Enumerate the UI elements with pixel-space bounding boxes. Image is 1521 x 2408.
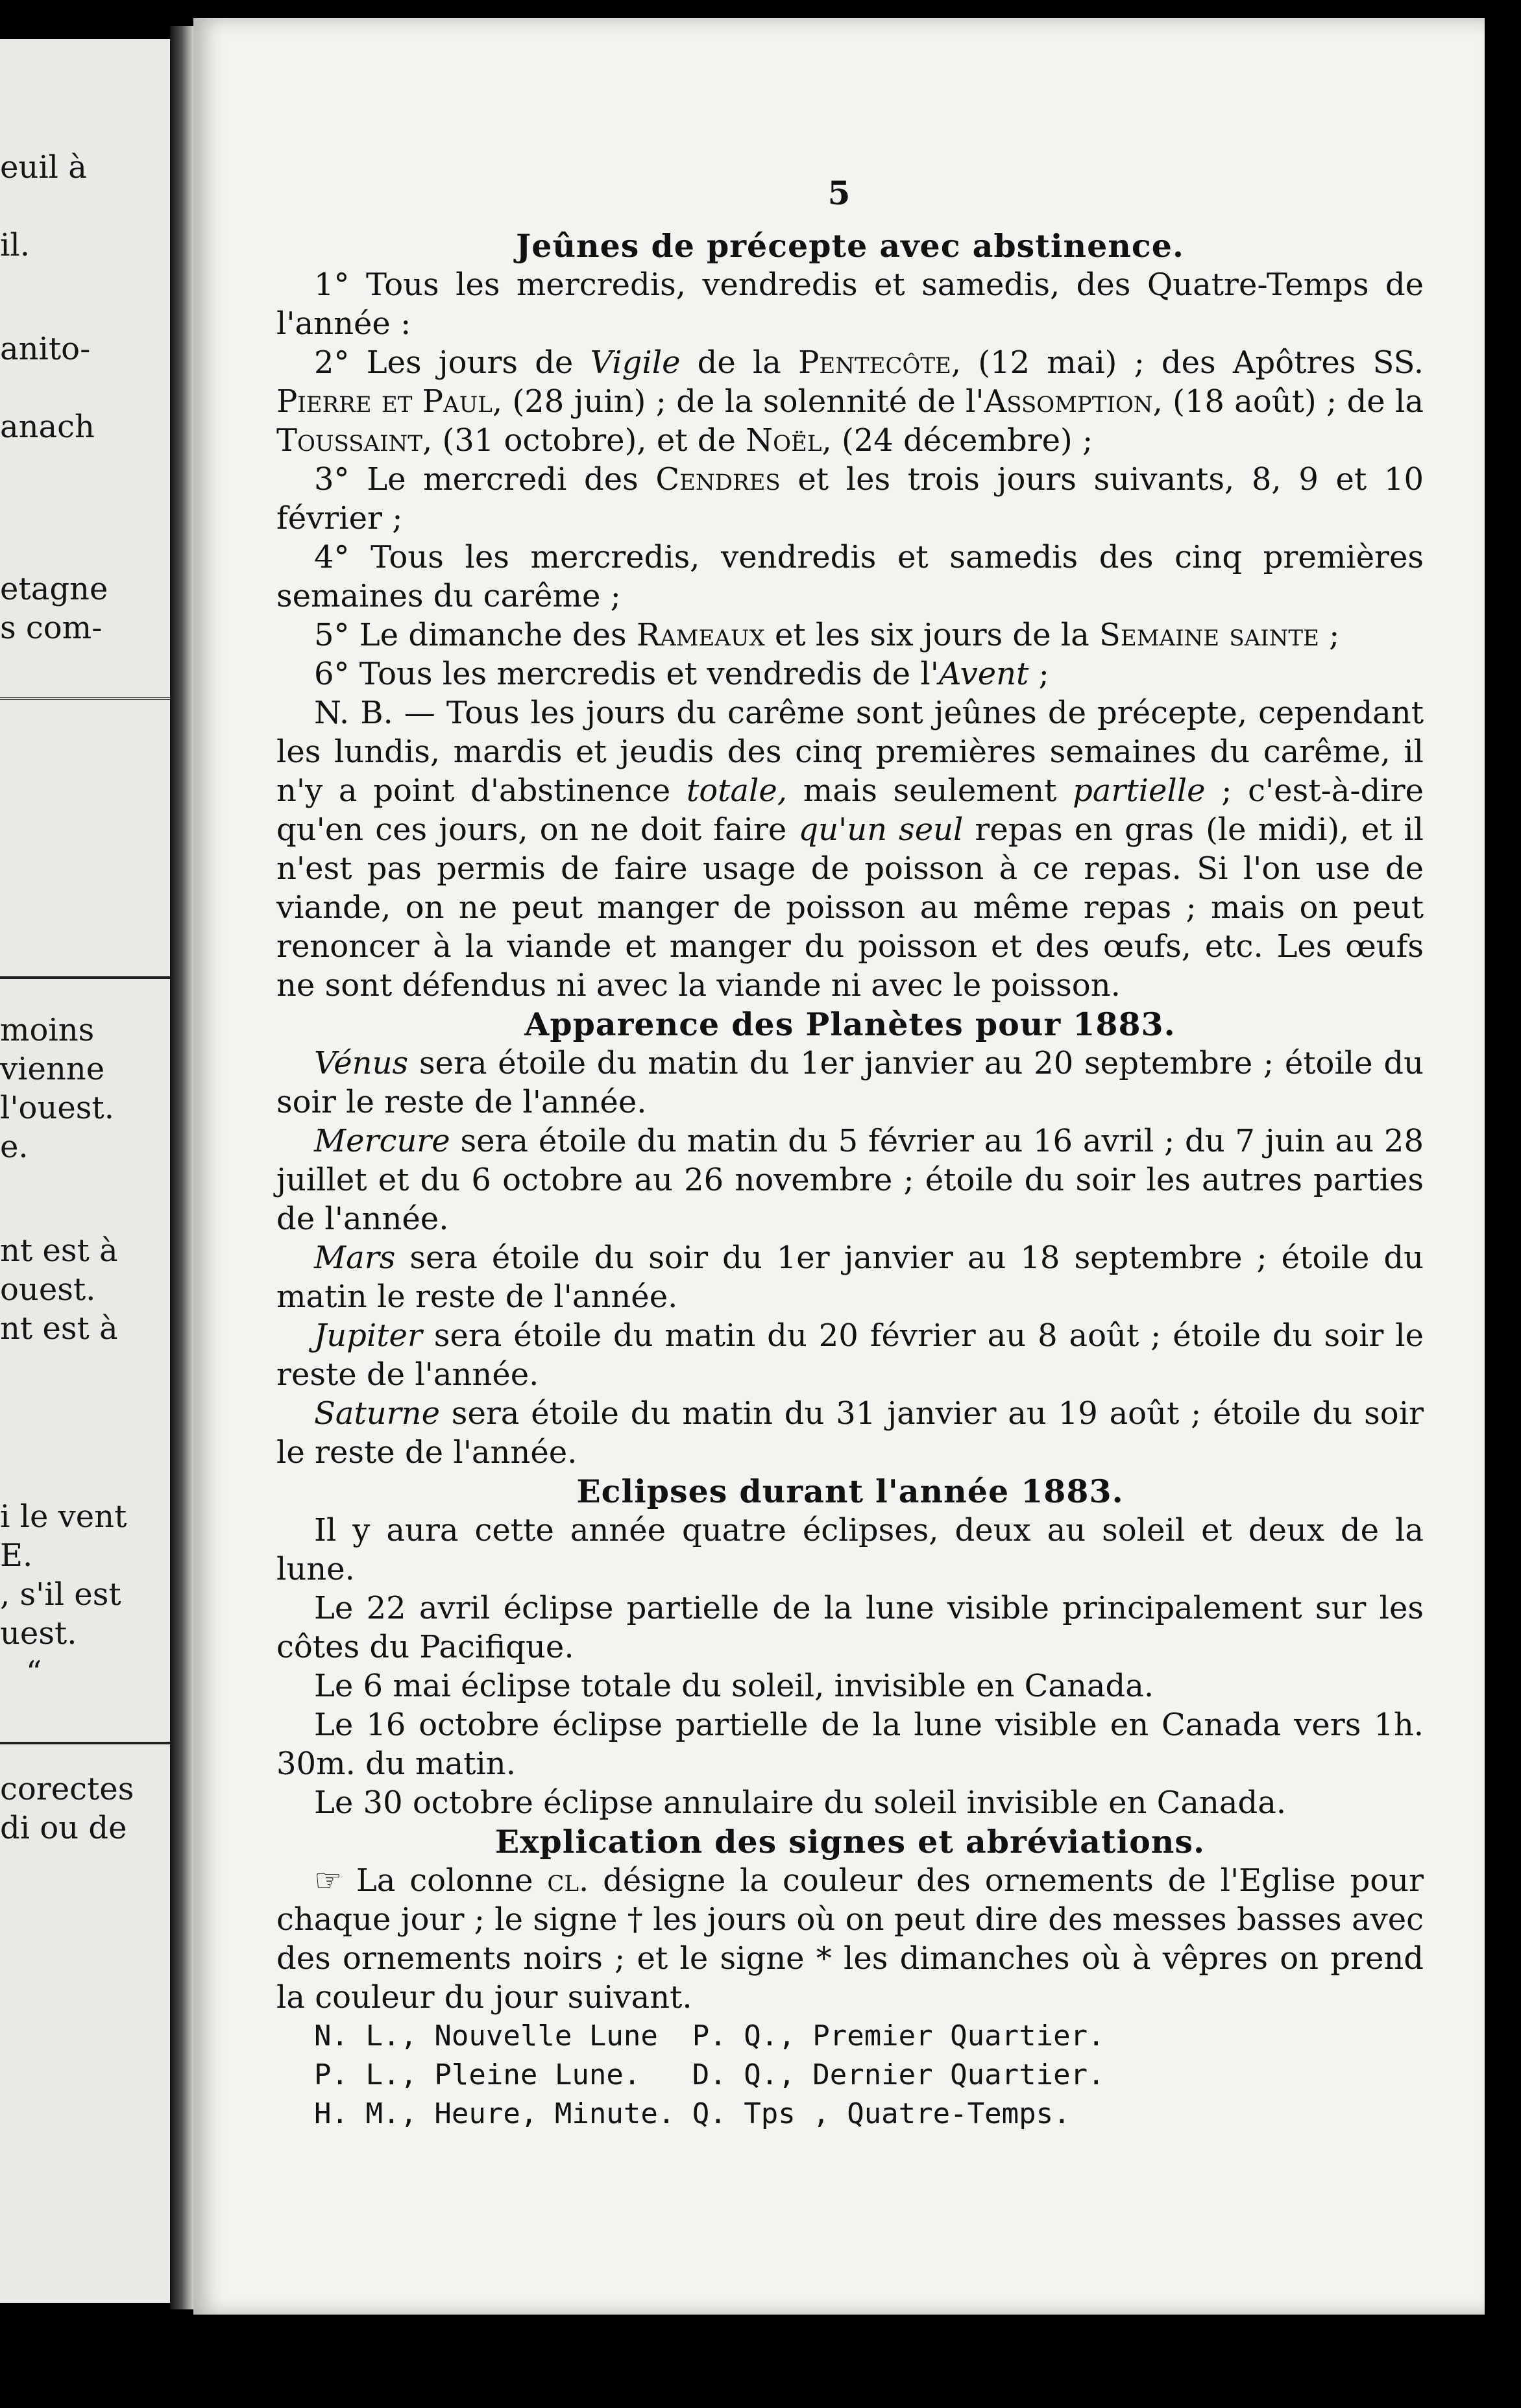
section-eclipses <box>276 1472 1424 1822</box>
section-title-signs: Explication des signes et abréviations. <box>494 1823 1206 1860</box>
page-content <box>276 158 1424 2134</box>
left-text-fragment: moins <box>0 1012 95 1048</box>
planet-venus: Vénus sera étoile du matin du 1er janvier au 20 septembre ; étoile du soir le reste de l'année. <box>276 1045 1424 1120</box>
left-divider <box>0 697 170 706</box>
left-text-fragment: etagne <box>0 571 108 607</box>
section-fasts <box>276 226 1424 1005</box>
abbreviation-row: H. M., Heure, Minute. Q. Tps , Quatre-Temps. <box>314 2097 1071 2130</box>
section-title-fasts: Jeûnes de précepte avec abstinence. <box>516 227 1184 265</box>
left-text-fragment: corectes <box>0 1771 134 1807</box>
section-planets <box>276 1005 1424 1472</box>
left-text-fragment: uest. <box>0 1615 77 1652</box>
left-text-fragment: nt est à <box>0 1233 118 1269</box>
fasts-item-3: 3° Le mercredi des Cendres et les trois jours suivants, 8, 9 et 10 février ; <box>276 461 1424 536</box>
left-text-fragment: E. <box>0 1537 33 1574</box>
eclipse-item: Le 30 octobre éclipse annulaire du soleil invisible en Canada. <box>314 1785 1287 1821</box>
left-text-fragment: il. <box>0 227 30 263</box>
fasts-item-5: 5° Le dimanche des Rameaux et les six jours de la Semaine sainte ; <box>314 617 1340 653</box>
page-number: 5 <box>827 174 851 212</box>
planet-jupiter: Jupiter sera étoile du matin du 20 février au 8 août ; étoile du soir le reste de l'année. <box>276 1318 1424 1393</box>
left-text-fragment: vienne <box>0 1051 105 1087</box>
left-text-fragment: e. <box>0 1129 29 1165</box>
left-text-fragment: i le vent <box>0 1499 127 1535</box>
fasts-item-4: 4° Tous les mercredis, vendredis et samedis des cinq premières semaines du carême ; <box>276 539 1424 614</box>
section-signs <box>276 1822 1424 2134</box>
abbreviation-row: N. L., Nouvelle Lune P. Q., Premier Quartier. <box>314 2019 1105 2053</box>
left-text-fragment: di ou de <box>0 1810 127 1846</box>
section-title-eclipses: Eclipses durant l'année 1883. <box>576 1473 1124 1510</box>
abbreviation-row: P. L., Pleine Lune. D. Q., Dernier Quartier. <box>314 2058 1105 2091</box>
eclipse-item: Le 6 mai éclipse totale du soleil, invisible en Canada. <box>314 1668 1154 1704</box>
left-text-fragment: anach <box>0 409 95 445</box>
left-text-fragment: anito- <box>0 331 91 367</box>
left-text-fragment: l'ouest. <box>0 1090 114 1126</box>
planet-saturne: Saturne sera étoile du matin du 31 janvier au 19 août ; étoile du soir le reste de l'année. <box>276 1395 1424 1471</box>
eclipse-item: Le 22 avril éclipse partielle de la lune visible principalement sur les côtes du Pacifique. <box>276 1590 1424 1665</box>
left-divider <box>0 976 170 979</box>
left-text-fragment: nt est à <box>0 1310 118 1347</box>
left-text-fragment: euil à <box>0 149 87 186</box>
left-text-fragment: , s'il est <box>0 1576 121 1613</box>
fasts-item-2: 2° Les jours de Vigile de la Pentecôte, (12 mai) ; des Apôtres SS. Pierre et Paul, (28 juin) ; de la solennité de l'Assomption, (18 août) ; de la Toussaint, (31 octobre), et de Noël, (24 décembre) ; <box>276 344 1424 459</box>
signs-explanation: ☞ La colonne cl. désigne la couleur des ornements de l'Eglise pour chaque jour ; le signe † les jours où on peut dire des messes basses avec des ornements noirs ; et le signe * les dimanches où à vêpres on prend la couleur du jour suivant. <box>276 1862 1424 2016</box>
planet-mercure: Mercure sera étoile du matin du 5 février au 16 avril ; du 7 juin au 28 juillet et du 6 octobre au 26 novembre ; étoile du soir les autres parties de l'année. <box>276 1123 1424 1237</box>
pointing-hand-icon: ☞ <box>314 1862 343 1899</box>
left-page-fragment <box>0 39 172 2303</box>
fasts-note: N. B. — Tous les jours du carême sont jeûnes de précepte, cependant les lundis, mardis et jeudis des cinq premières semaines du carême, il n'y a point d'abstinence totale, mais seulement partielle ; c'est-à-dire qu'en ces jours, on ne doit faire qu'un seul repas en gras (le midi), et il n'est pas permis de faire usage de poisson à ce repas. Si l'on use de viande, on ne peut manger de poisson au même repas ; mais on peut renoncer à la viande et manger du poisson et des œufs, etc. Les œufs ne sont défendus ni avec la viande ni avec le poisson. <box>276 695 1424 1004</box>
fasts-item-1: 1° Tous les mercredis, vendredis et samedis, des Quatre-Temps de l'année : <box>276 267 1424 342</box>
left-text-fragment: “ <box>26 1654 42 1691</box>
left-divider <box>0 1742 170 1744</box>
book-gutter <box>170 26 193 2309</box>
left-text-fragment: ouest. <box>0 1271 96 1308</box>
planet-mars: Mars sera étoile du soir du 1er janvier au 18 septembre ; étoile du matin le reste de l'année. <box>276 1240 1424 1315</box>
section-title-planets: Apparence des Planètes pour 1883. <box>524 1005 1176 1043</box>
eclipse-item: Le 16 octobre éclipse partielle de la lune visible en Canada vers 1h. 30m. du matin. <box>276 1707 1424 1782</box>
page <box>193 18 1485 2315</box>
fasts-item-6: 6° Tous les mercredis et vendredis de l'Avent ; <box>314 656 1049 692</box>
eclipse-intro: Il y aura cette année quatre éclipses, deux au soleil et deux de la lune. <box>276 1512 1424 1587</box>
left-text-fragment: s com- <box>0 610 103 646</box>
